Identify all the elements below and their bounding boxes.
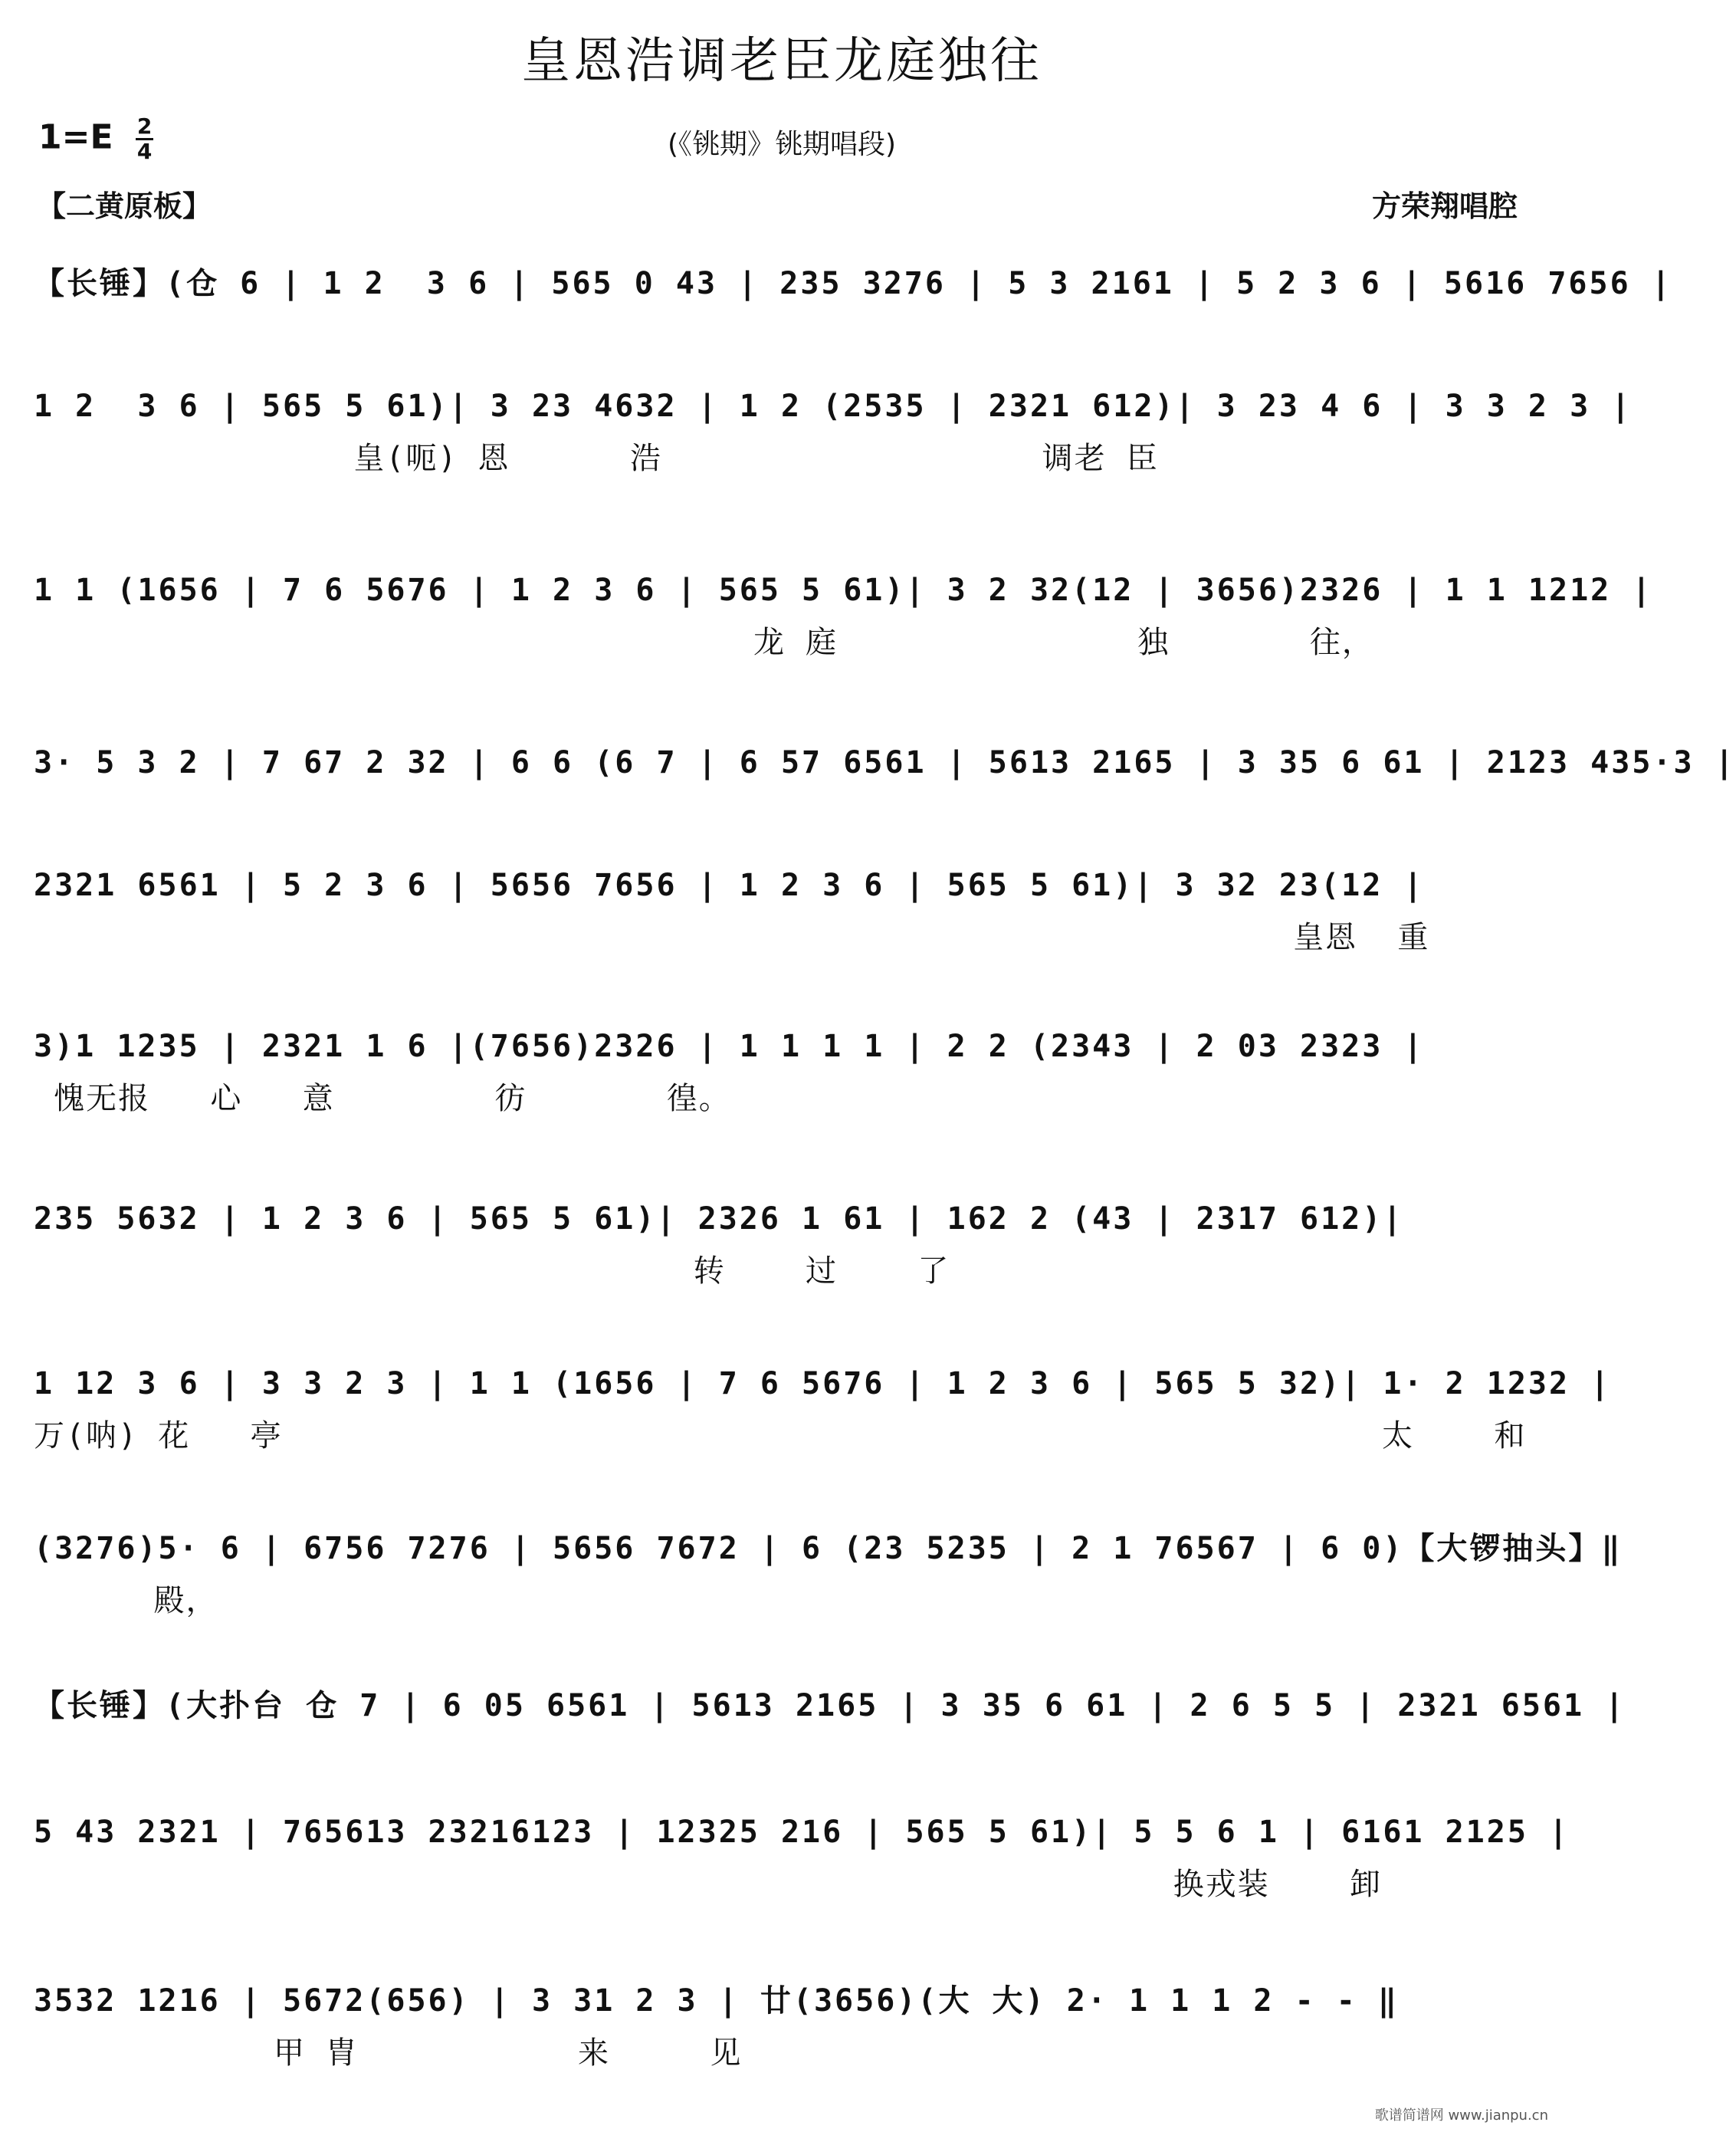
website-watermark: 歌谱简谱网 www.jianpu.cn [1374,2107,1548,2124]
lyrics-line: 殿， [34,1583,218,1618]
score-system-9 [34,1526,1623,1621]
notation-line: 5 43 2321 | 765613 23216123 | 12325 216 | 565 5 61)| 5 5 6 1 | 6161 2125 | [34,1815,1570,1850]
score-system-3 [34,567,1653,662]
lyrics-line: 甲 胄 来 见 [34,2035,743,2071]
notation-line: 2321 6561 | 5 2 3 6 | 5656 7656 | 1 2 3 6 | 565 5 61)| 3 32 23(12 | [34,868,1425,903]
score-system-11 [34,1809,1570,1904]
notation-line: 1 1 (1656 | 7 6 5676 | 1 2 3 6 | 565 5 61)| 3 2 32(12 | 3656)2326 | 1 1 1212 | [34,573,1653,608]
notation-line: 1 2 3 6 | 565 5 61)| 3 23 4632 | 1 2 (2535 | 2321 612)| 3 23 4 6 | 3 3 2 3 | [34,389,1633,424]
key-signature [38,115,153,163]
song-subtitle: (《铫期》铫期唱段) [667,129,897,160]
time-signature [136,115,153,163]
lyrics-line: 龙 庭 独 往， [34,625,1374,660]
time-signature-top: 2 [136,113,153,139]
tempo-banban: 【二黄原板】 [37,189,212,223]
notation-line: 【长锤】(仓 6 | 1 2 3 6 | 565 0 43 | 235 3276 | 5 3 2161 | 5 2 3 6 | 5616 7656 | [34,266,1672,301]
lyrics-line: 换戎装 卸 [34,1867,1383,1902]
score-system-4 [34,740,1736,835]
lyrics-line [34,1738,1536,1778]
singer-credit: 方荣翔唱腔 [1371,189,1518,223]
notation-line: 3· 5 3 2 | 7 67 2 32 | 6 6 (6 7 | 6 57 6561 | 5613 2165 | 3 35 6 61 | 2123 435·3 | [34,745,1736,780]
score-system-10 [34,1683,1626,1778]
score-system-7 [34,1196,1536,1291]
notation-line: 3)1 1235 | 2321 1 6 |(7656)2326 | 1 1 1 1 | 2 2 (2343 | 2 03 2323 | [34,1029,1425,1064]
lyrics-line [34,316,1536,356]
score-system-8 [34,1361,1612,1456]
notation-line: 1 12 3 6 | 3 3 2 3 | 1 1 (1656 | 7 6 5676 | 1 2 3 6 | 565 5 32)| 1· 2 1232 | [34,1366,1612,1401]
notation-line: 【长锤】(大扑台 仓 7 | 6 05 6561 | 5613 2165 | 3 35 6 61 | 2 6 5 5 | 2321 6561 | [34,1688,1626,1723]
lyrics-line [34,795,1536,835]
song-title: 皇恩浩调老臣龙庭独往 [521,33,1042,90]
lyrics-line: 愧无报 心 意 彷 徨。 [34,1081,731,1116]
score-system-5 [34,862,1536,958]
notation-line: 3532 1216 | 5672(656) | 3 31 2 3 | 廿(3656)(大 大) 2· 1 1 1 2 - - ‖ [34,1983,1400,2019]
notation-line: 235 5632 | 1 2 3 6 | 565 5 61)| 2326 1 61 | 162 2 (43 | 2317 612)| [34,1201,1404,1237]
score-system-2 [34,383,1633,478]
score-system-1 [34,261,1672,356]
lyrics-line: 转 过 了 [34,1253,950,1289]
lyrics-line: 万(呐) 花 亭 太 和 [34,1418,1527,1454]
score-system-6 [34,1023,1536,1119]
lyrics-line: 皇(呃) 恩 浩 调老 臣 [34,441,1159,476]
time-signature-bottom: 4 [136,139,153,164]
notation-line: (3276)5· 6 | 6756 7276 | 5656 7672 | 6 (23 5235 | 2 1 76567 | 6 0)【大锣抽头】‖ [34,1531,1623,1566]
lyrics-line: 皇恩 重 [34,920,1430,955]
key-label: 1=E [38,117,113,157]
score-system-12 [34,1978,1536,2073]
